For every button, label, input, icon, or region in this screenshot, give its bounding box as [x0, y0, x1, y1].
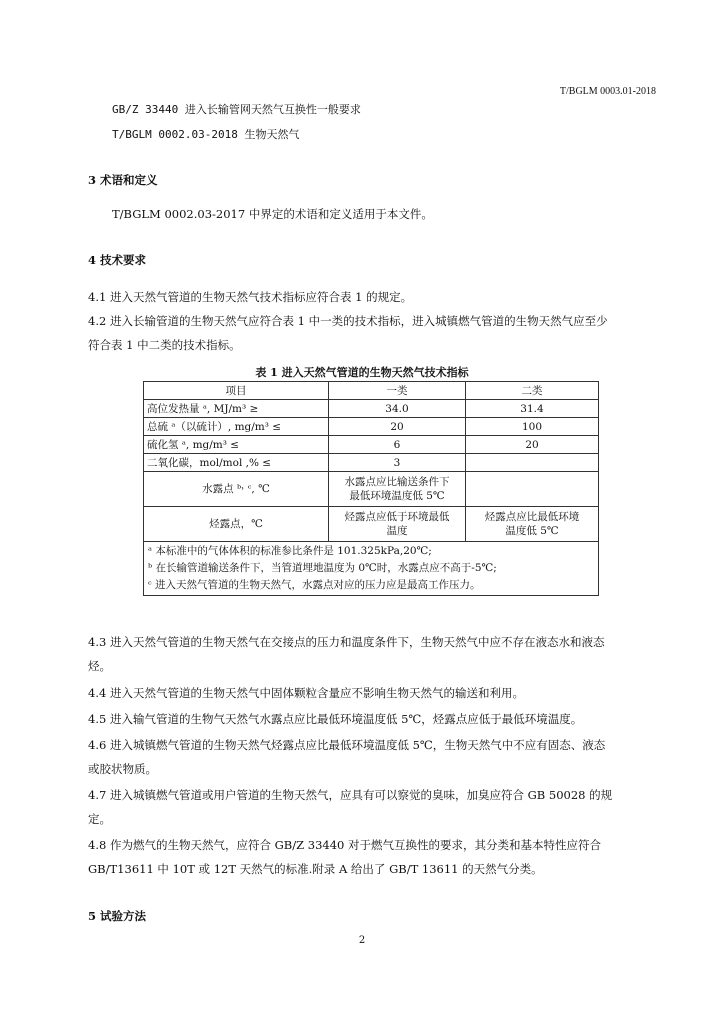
section-3-text: T/BGLM 0002.03-2017 中界定的术语和定义适用于本文件。: [112, 207, 433, 221]
table-1-caption: 表 1 进入天然气管道的生物天然气技术指标: [255, 366, 469, 379]
table-row: [144, 507, 599, 542]
table-notes: [144, 542, 599, 596]
row-class1: 20: [329, 418, 466, 436]
row-class1: [329, 472, 466, 507]
clause-4-3-line2: 烃。: [88, 659, 111, 673]
header-class1: 一类: [329, 382, 466, 400]
header-class2: 二类: [466, 382, 599, 400]
clause-4-6-line2: 或胶状物质。: [88, 762, 157, 776]
row-class2: [466, 454, 599, 472]
section-3-heading: 3 术语和定义: [88, 173, 158, 187]
table-note: ᶜ 进入天然气管道的生物天然气，水露点对应的压力应是最高工作压力。: [148, 579, 481, 591]
clause-4-4: 4.4 进入天然气管道的生物天然气中固体颗粒含量应不影响生物天然气的输送和利用。: [88, 686, 524, 700]
table-row: [144, 400, 599, 418]
clause-4-5: 4.5 进入输气管道的生物气天然气水露点应比最低环境温度低 5℃，烃露点应低于最低环境温度。: [88, 712, 583, 726]
row-class2: 31.4: [466, 400, 599, 418]
table-header-row: [144, 382, 599, 400]
clause-4-3-line1: 4.3 进入天然气管道的生物天然气在交接点的压力和温度条件下，生物天然气中应不存在液态水和液态: [88, 635, 605, 649]
table-notes-row: [144, 542, 599, 596]
reference-gbz-33440: GB/Z 33440 进入长输管网天然气互换性一般要求: [112, 103, 361, 116]
clause-4-1: 4.1 进入天然气管道的生物天然气技术指标应符合表 1 的规定。: [88, 290, 413, 304]
clause-4-2-line2: 符合表 1 中二类的技术指标。: [88, 338, 241, 352]
clause-4-6-line1: 4.6 进入城镇燃气管道的生物天然气烃露点应比最低环境温度低 5℃，生物天然气中不应有固态、液态: [88, 738, 606, 752]
clause-4-2-line1: 4.2 进入长输管道的生物天然气应符合表 1 中一类的技术指标，进入城镇燃气管道的生物天然气应至少: [88, 314, 608, 328]
table-note: ᵇ 在长输管道输送条件下，当管道埋地温度为 0℃时，水露点应不高于-5℃;: [148, 562, 497, 574]
section-4-heading: 4 技术要求: [88, 253, 147, 267]
row-class1-line1: 水露点应比输送条件下: [344, 476, 450, 488]
clause-4-8-line2: GB/T13611 中 10T 或 12T 天然气的标准.附录 A 给出了 GB/T 13611 的天然气分类。: [88, 862, 543, 876]
row-item: 水露点 ᵇ˒ ᶜ, ℃: [144, 472, 329, 507]
row-item: 二氧化碳，mol/mol ,% ≤: [144, 454, 329, 472]
table-note: ᵃ 本标准中的气体体积的标准参比条件是 101.325kPa,20℃;: [148, 545, 432, 557]
row-item: 高位发热量 ᵃ, MJ/m³ ≥: [144, 400, 329, 418]
row-class1-line1: 烃露点应低于环境最低: [344, 511, 450, 523]
spec-table: [143, 381, 599, 596]
row-class2: 20: [466, 436, 599, 454]
row-class2: [466, 472, 599, 507]
row-item: 硫化氢 ᵃ, mg/m³ ≤: [144, 436, 329, 454]
header-item: 项目: [144, 382, 329, 400]
table-row: [144, 472, 599, 507]
row-class1: 6: [329, 436, 466, 454]
row-class1: [329, 507, 466, 542]
row-item: 总硫 ᵃ（以硫计）, mg/m³ ≤: [144, 418, 329, 436]
row-class1: 3: [329, 454, 466, 472]
table-row: [144, 436, 599, 454]
page-number: 2: [358, 935, 366, 946]
section-5-heading: 5 试验方法: [88, 909, 147, 923]
table-row: [144, 454, 599, 472]
clause-4-7-line2: 定。: [88, 812, 111, 826]
row-class2: 100: [466, 418, 599, 436]
row-item: 烃露点，℃: [144, 507, 329, 542]
clause-4-8-line1: 4.8 作为燃气的生物天然气，应符合 GB/Z 33440 对于燃气互换性的要求，其分类和基本特性应符合: [88, 838, 601, 852]
reference-tbglm-0002: T/BGLM 0002.03-2018 生物天然气: [112, 128, 300, 141]
document-code-header: T/BGLM 0003.01-2018: [559, 86, 656, 97]
row-class1: 34.0: [329, 400, 466, 418]
row-class2-line1: 烃露点应比最低环境: [484, 511, 580, 523]
table-row: [144, 418, 599, 436]
row-class2-line2: 温度低 5℃: [505, 525, 559, 537]
row-class2: [466, 507, 599, 542]
clause-4-7-line1: 4.7 进入城镇燃气管道或用户管道的生物天然气，应具有可以察觉的臭味，加臭应符合 GB 50028 的规: [88, 788, 613, 802]
row-class1-line2: 最低环境温度低 5℃: [349, 490, 445, 502]
row-class1-line2: 温度: [386, 525, 408, 537]
